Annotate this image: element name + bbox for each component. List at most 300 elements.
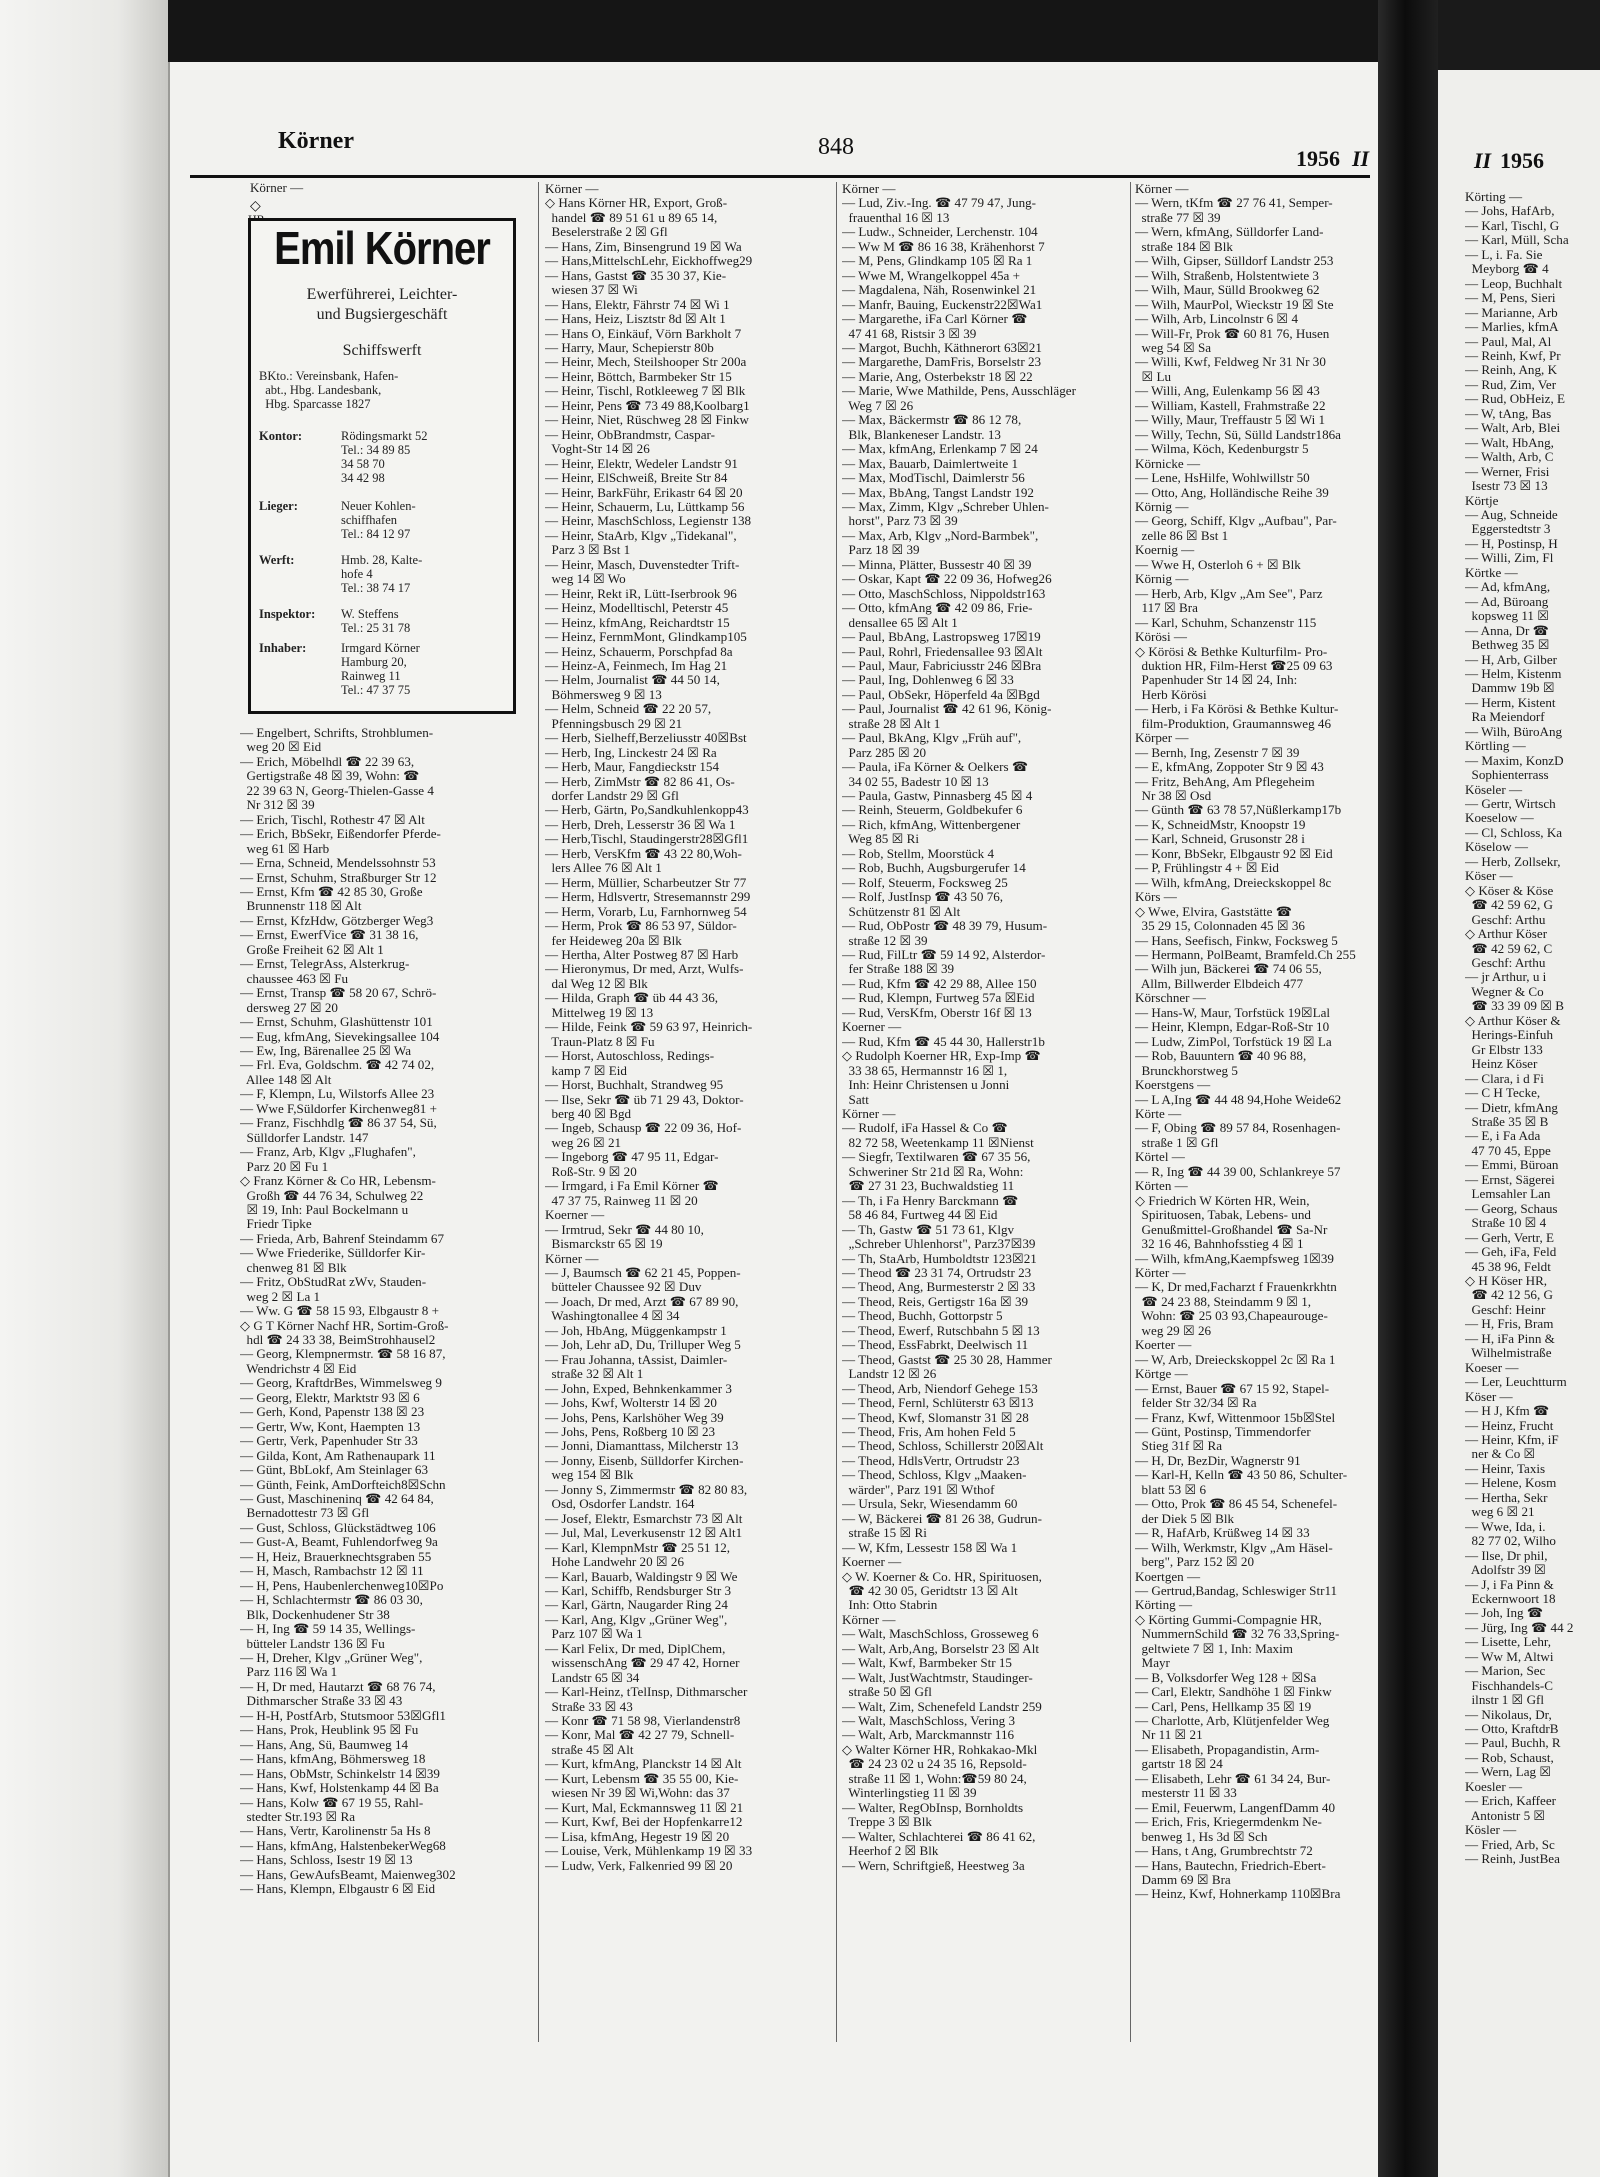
directory-entry-line: — Otto, KraftdrB (1465, 1721, 1559, 1737)
directory-entry-line: — Jonni, Diamanttass, Milcherstr 13 (545, 1438, 739, 1454)
directory-entry-line: Körner — (1135, 182, 1189, 196)
directory-entry-line: — Gerh, Kond, Papenstr 138 ☒ 23 (240, 1404, 425, 1420)
directory-entry-line: — Gertr, Wirtsch (1465, 796, 1556, 812)
directory-entry-line: — Kurt, kfmAng, Planckstr 14 ☒ Alt (545, 1756, 742, 1772)
directory-entry-line: densallee 65 ☒ Alt 1 (842, 614, 958, 630)
directory-entry-line: — Theod, Gastst ☎ 25 30 28, Hammer (842, 1351, 1052, 1367)
directory-entry-line: — Herm, Hdlsvertr, Stresemannstr 299 (545, 889, 751, 905)
directory-entry-line: — Rolf, JustInsp ☎ 43 50 76, (842, 889, 1004, 905)
directory-entry-line: — Gust-A, Beamt, Fuhlendorfweg 9a (240, 1534, 438, 1550)
directory-entry-line: — Georg, Schaus (1465, 1200, 1558, 1216)
directory-entry-line: — Willi, Zim, Fl (1465, 550, 1554, 566)
directory-entry-line: — Marlies, kfmA (1465, 319, 1559, 335)
directory-entry-line: horst", Parz 73 ☒ 39 (842, 513, 958, 529)
directory-entry-line: — Paul, ObSekr, Höperfeld 4a ☒Bgd (842, 686, 1040, 702)
directory-entry-line: — Gust, Schloss, Glückstädtweg 106 (240, 1519, 436, 1535)
directory-entry-line: zelle 86 ☒ Bst 1 (1135, 527, 1229, 543)
directory-entry-line: — Erich, Möbelhdl ☎ 22 39 63, (240, 753, 415, 769)
directory-entry-line: hdl ☎ 24 33 38, BeimStrohhausel2 (240, 1332, 436, 1348)
directory-entry-line: straße 11 ☒ 1, Wohn:☎59 80 24, (842, 1770, 1027, 1786)
directory-entry-line: 47 41 68, Ristsir 3 ☒ 39 (842, 325, 977, 341)
directory-entry-line: — Franz, Fischhdlg ☎ 86 37 54, Sü, (240, 1115, 437, 1131)
directory-entry-line: — Theod, Fris, Am hohen Feld 5 (842, 1423, 1016, 1439)
directory-entry-line: — Reinh, Kwf, Pr (1465, 347, 1561, 363)
directory-entry-line: — H, Postinsp, H (1465, 535, 1558, 551)
directory-entry-line: Nr 312 ☒ 39 (240, 797, 315, 813)
directory-entry-line: kopsweg 11 ☒ (1465, 608, 1549, 624)
directory-entry-line: — Rud, FilLtr ☎ 59 14 92, Alsterdor- (842, 947, 1046, 963)
directory-entry-line: — Marianne, Arb (1465, 304, 1558, 320)
directory-entry-line: — Walt, MaschSchloss, Grosseweg 6 (842, 1626, 1039, 1642)
header-name: Körner (278, 128, 354, 154)
directory-entry-line: — Konr, Mal ☎ 42 27 79, Schnell- (545, 1727, 735, 1743)
column-rule (836, 182, 837, 2042)
directory-entry-line: — Rud, Kfm ☎ 45 44 30, Hallerstr1b (842, 1033, 1045, 1049)
directory-entry-line: — Irmtrud, Sekr ☎ 44 80 10, (545, 1221, 704, 1237)
directory-entry-line: Köser — (1465, 1388, 1513, 1404)
directory-entry-line: — Heinr, Pens ☎ 73 49 88,Koolbarg1 (545, 397, 750, 413)
directory-entry-line: Koerner — (545, 1207, 605, 1223)
directory-entry-line: Wohn: ☎ 25 03 93,Chapeaurouge- (1135, 1308, 1328, 1324)
directory-entry-line: Körnicke — (1135, 455, 1201, 471)
directory-entry-line: — Max, Bäckermstr ☎ 86 12 78, (842, 412, 1022, 428)
directory-entry-line: — Günt, BbLokf, Am Steinlager 63 (240, 1462, 429, 1478)
directory-entry-line: Parz 116 ☒ Wa 1 (240, 1664, 338, 1680)
directory-entry-line: der Diek 5 ☒ Blk (1135, 1510, 1235, 1526)
directory-entry-line: — Ingeborg ☎ 47 95 11, Edgar- (545, 1149, 719, 1165)
directory-entry-line: — Paul, Mal, Al (1465, 333, 1552, 349)
directory-entry-line: — Ernst, Schuhm, Glashüttenstr 101 (240, 1014, 433, 1030)
directory-entry-line: 22 39 63 N, Georg-Thielen-Gasse 4 (240, 782, 434, 798)
directory-entry-line: NummernSchild ☎ 32 76 33,Spring- (1135, 1626, 1340, 1642)
directory-entry-line: weg 61 ☒ Harb (240, 840, 330, 856)
directory-entry-line: — Walt, Zim, Schenefeld Landstr 259 (842, 1698, 1042, 1714)
directory-entry-line: ☎ 42 30 05, Geridtstr 13 ☒ Alt (842, 1582, 1018, 1598)
directory-entry-line: Allm, Billwerder Elbdeich 477 (1135, 975, 1304, 991)
directory-entry-line: Landstr 65 ☒ 34 (545, 1669, 640, 1685)
directory-entry-line: — Ww M, Altwi (1465, 1648, 1554, 1664)
directory-entry-line: — Th, StaArb, Humboldtstr 123☒21 (842, 1250, 1037, 1266)
directory-entry-line: Ra Meiendorf (1465, 709, 1545, 725)
directory-entry-line: — Gertrud,Bandag, Schleswiger Str11 (1135, 1582, 1338, 1598)
directory-entry-line: Parz 18 ☒ 39 (842, 542, 920, 558)
directory-entry-line: — Anna, Dr ☎ (1465, 622, 1549, 638)
directory-entry-line: — Wilh, BüroAng (1465, 723, 1563, 739)
directory-entry-line: ◇ Friedrich W Körten HR, Wein, (1135, 1192, 1310, 1208)
directory-entry-line: — Max, Arb, Klgv „Nord-Barmbek", (842, 527, 1039, 543)
directory-entry-line: Eckernwoort 18 (1465, 1590, 1556, 1606)
directory-entry-line: Wegner & Co (1465, 983, 1544, 999)
directory-entry-line: — Hilda, Graph ☎ üb 44 43 36, (545, 990, 719, 1006)
directory-entry-line: — Herb, Ing, Linckestr 24 ☒ Ra (545, 744, 717, 760)
directory-entry-line: — Max, Bauarb, Daimlertweite 1 (842, 455, 1018, 471)
directory-entry-line: bütteler Chaussee 92 ☒ Duv (545, 1279, 702, 1295)
directory-entry-line: Koeser — (1465, 1359, 1519, 1375)
facing-header-year: 1956 (1500, 148, 1544, 173)
directory-entry-line: Koertgen — (1135, 1568, 1201, 1584)
directory-entry-line: — Josef, Elektr, Esmarchstr 73 ☒ Alt (545, 1510, 743, 1526)
header-year: 1956 (1296, 146, 1340, 171)
directory-entry-line: — Heinr, Niet, Rüschweg 28 ☒ Finkw (545, 412, 749, 428)
diamond-marker-icon: ◇ (250, 199, 261, 214)
directory-entry-line: weg 20 ☒ Eid (240, 739, 322, 755)
directory-entry-line: — Hans-W, Maur, Torfstück 19☒Lal (1135, 1004, 1331, 1020)
directory-entry-line: — Margarethe, iFa Carl Körner ☎ (842, 311, 1028, 327)
directory-entry-line: Heinz Köser (1465, 1056, 1538, 1072)
directory-entry-line: — Wern, Schriftgieß, Heestweg 3a (842, 1857, 1025, 1873)
directory-entry-line: — Joh, Lehr aD, Du, Trilluper Weg 5 (545, 1337, 741, 1353)
directory-entry-line: straße 77 ☒ 39 (1135, 209, 1221, 225)
directory-entry-line: — Jonny S, Zimmermstr ☎ 82 80 83, (545, 1481, 748, 1497)
directory-entry-line: Beselerstraße 2 ☒ Gfl (545, 224, 668, 240)
directory-entry-line: — Rob, Bauuntern ☎ 40 96 88, (1135, 1048, 1307, 1064)
directory-entry-line: Schützenstr 81 ☒ Alt (842, 903, 961, 919)
directory-entry-line: — L, i. Fa. Sie (1465, 246, 1543, 262)
directory-entry-line: Sülldorfer Landstr. 147 (240, 1129, 369, 1145)
ad-row-value: W. Steffens Tel.: 25 31 78 (341, 607, 411, 635)
directory-entry-line: ☒ Lu (1135, 368, 1172, 384)
directory-entry-line: Nr 38 ☒ Osd (1135, 788, 1212, 804)
directory-entry-line: — Heinz, Schauerm, Porschpfad 8a (545, 643, 733, 659)
directory-entry-line: Brunnenstr 118 ☒ Alt (240, 898, 362, 914)
directory-entry-line: — Wilh, Gipser, Sülldorf Landstr 253 (1135, 253, 1334, 269)
directory-entry-line: — Ad, Büroang (1465, 593, 1549, 609)
directory-entry-line: Papenhuder Str 14 ☒ 24, Inh: (1135, 672, 1298, 688)
directory-entry-line: felder Str 32/34 ☒ Ra (1135, 1395, 1257, 1411)
directory-entry-line: — Engelbert, Schrifts, Strohblumen- (240, 726, 434, 740)
directory-entry-line: — Herb, Zollsekr, (1465, 853, 1561, 869)
directory-entry-line: — Ernst, Sägerei (1465, 1171, 1555, 1187)
directory-entry-line: film-Produktion, Graumannsweg 46 (1135, 715, 1332, 731)
directory-entry-line: — Walt, Kwf, Barmbeker Str 15 (842, 1655, 1012, 1671)
directory-entry-line: — Ingeb, Schausp ☎ 22 09 36, Hof- (545, 1120, 742, 1136)
directory-entry-line: — Louise, Verk, Mühlenkamp 19 ☒ 33 (545, 1843, 753, 1859)
directory-entry-line: — Jul, Mal, Leverkusenstr 12 ☒ Alt1 (545, 1525, 743, 1541)
directory-entry-line: Mayr (1135, 1655, 1170, 1671)
directory-entry-line: Parz 20 ☒ Fu 1 (240, 1158, 329, 1174)
directory-entry-line: — Johs, Pens, Roßberg 10 ☒ 23 (545, 1423, 716, 1439)
directory-entry-line: — Karl, Tischl, G (1465, 217, 1560, 233)
directory-entry-line: — Theod, HdlsVertr, Ortrudstr 23 (842, 1452, 1020, 1468)
directory-entry-line: Koerner — (842, 1019, 902, 1035)
directory-entry-line: — Ursula, Sekr, Wiesendamm 60 (842, 1496, 1018, 1512)
header-rule (190, 175, 1370, 178)
directory-entry-line: — Karl-Heinz, tTelInsp, Dithmarscher (545, 1684, 748, 1700)
directory-entry-line: — Ad, kfmAng, (1465, 579, 1551, 595)
directory-entry-line: Kösler — (1465, 1822, 1517, 1838)
directory-entry-line: — Paul, Rohrl, Friedensallee 93 ☒Alt (842, 643, 1043, 659)
directory-entry-line: Körner — (545, 1250, 599, 1266)
directory-entry-line: — Otto, kfmAng ☎ 42 09 86, Frie- (842, 600, 1033, 616)
ad-row-key: Inhaber: (259, 641, 307, 655)
directory-entry-line: — Wilh jun, Bäckerei ☎ 74 06 55, (1135, 961, 1322, 977)
directory-entry-line: wissenschAng ☎ 29 47 42, Horner (545, 1655, 740, 1671)
directory-entry-line: — Helm, Journalist ☎ 44 50 14, (545, 672, 720, 688)
directory-entry-line: — Theod, Ang, Burmesterstr 2 ☒ 33 (842, 1279, 1036, 1295)
directory-entry-line: — Heinz, Kwf, Hohnerkamp 110☒Bra (1135, 1886, 1341, 1902)
directory-entry-line: — Paul, Journalist ☎ 42 61 96, König- (842, 701, 1052, 717)
directory-entry-line: — Magdalena, Näh, Rosenwinkel 21 (842, 282, 1037, 298)
directory-entry-line: — Karl, Gärtn, Naugarder Ring 24 (545, 1597, 728, 1613)
directory-entry-line: Schweriner Str 21d ☒ Ra, Wohn: (842, 1163, 1024, 1179)
directory-entry-line: — B, Volksdorfer Weg 128 + ☒Sa (1135, 1669, 1317, 1685)
directory-entry-line: Bethweg 35 ☒ (1465, 637, 1550, 653)
directory-entry-line: Körner — (842, 182, 896, 196)
directory-entry-line: — Herb, Arb, Klgv „Am See", Parz (1135, 585, 1323, 601)
directory-entry-line: — Erna, Schneid, Mendelssohnstr 53 (240, 855, 436, 871)
directory-entry-line: — Hans,MittelschLehr, Eickhoffweg29 (545, 253, 753, 269)
directory-entry-line: straße 1 ☒ Gfl (1135, 1134, 1219, 1150)
directory-entry-line: — Lisette, Lehr, (1465, 1634, 1552, 1650)
directory-entry-line: chenweg 81 ☒ Blk (240, 1259, 347, 1275)
directory-entry-line: — Ernst, TelegrAss, Alsterkrug- (240, 956, 410, 972)
directory-entry-line: ☒ 19, Inh: Paul Bockelmann u (240, 1201, 409, 1217)
ad-row-inspektor (259, 607, 509, 635)
directory-entry-line: — Hans, Prok, Heublink 95 ☒ Fu (240, 1722, 419, 1738)
directory-entry-line: — Hilde, Feink ☎ 59 63 97, Heinrich- (545, 1019, 753, 1035)
directory-entry-line: — Gust, Maschineninq ☎ 42 64 84, (240, 1491, 434, 1507)
directory-entry-line: — Wilh, MaurPol, Wieckstr 19 ☒ Ste (1135, 296, 1334, 312)
directory-entry-line: Heerhof 2 ☒ Blk (842, 1843, 939, 1859)
ad-row-key: Werft: (259, 553, 295, 567)
directory-entry-line: Stieg 31f ☒ Ra (1135, 1438, 1223, 1454)
directory-entry-line: — Elisabeth, Propagandistin, Arm- (1135, 1741, 1320, 1757)
directory-entry-line: — Wern, tKfm ☎ 27 76 41, Semper- (1135, 195, 1333, 211)
directory-entry-line: — Theod, Buchh, Gottorpstr 5 (842, 1308, 1003, 1324)
directory-entry-line: — Paul, Maur, Fabriciusstr 246 ☒Bra (842, 657, 1042, 673)
directory-entry-line: Körtje (1465, 492, 1499, 508)
directory-entry-line: — W, tAng, Bas (1465, 405, 1552, 421)
directory-entry-line: — Ludw, Verk, Falkenried 99 ☒ 20 (545, 1857, 733, 1873)
directory-entry-line: — Kurt, Kwf, Bei der Hopfenkarre12 (545, 1814, 743, 1830)
directory-entry-line: bütteler Landstr 136 ☒ Fu (240, 1635, 385, 1651)
directory-entry-line: Körschner — (1135, 990, 1206, 1006)
directory-entry-line: Gr Elbstr 133 (1465, 1041, 1543, 1057)
directory-entry-line: — Herb, i Fa Körösi & Bethke Kultur- (1135, 701, 1339, 717)
directory-entry-line: — Karl, Schuhm, Schanzenstr 115 (1135, 614, 1317, 630)
directory-entry-line: weg 6 ☒ 21 (1465, 1504, 1535, 1520)
directory-entry-line: — Walt, Arb, Blei (1465, 420, 1561, 436)
directory-entry-line: — Ernst, EwerfVice ☎ 31 38 16, (240, 927, 419, 943)
directory-entry-line: — Marie, Ang, Osterbekstr 18 ☒ 22 (842, 368, 1033, 384)
directory-entry-line: Köseler — (1465, 781, 1523, 797)
directory-entry-line: Köser — (1465, 868, 1513, 884)
ad-subtitle-2: Schiffswerft (342, 342, 422, 359)
directory-entry-line: — Rob, Stellm, Moorstück 4 (842, 845, 995, 861)
directory-entry-line: — Irmgard, i Fa Emil Körner ☎ (545, 1178, 719, 1194)
directory-entry-line: — Charlotte, Arb, Klütjenfelder Weg (1135, 1713, 1330, 1729)
directory-entry-line: ☎ 27 31 23, Buchwaldstieg 11 (842, 1178, 1015, 1194)
directory-entry-line: ◇ Körösi & Bethke Kulturfilm- Pro- (1135, 643, 1328, 659)
directory-entry-line: — J, Baumsch ☎ 62 21 45, Poppen- (545, 1264, 741, 1280)
directory-entry-line: — Hans, Schloss, Isestr 19 ☒ 13 (240, 1852, 413, 1868)
directory-entry-line: — H, Dr med, Hautarzt ☎ 68 76 74, (240, 1678, 436, 1694)
directory-entry-line: — Hieronymus, Dr med, Arzt, Wulfs- (545, 961, 744, 977)
directory-entry-line: Sophienterrass (1465, 767, 1549, 783)
directory-entry-line: — Willy, Maur, Treffaustr 5 ☒ Wi 1 (1135, 412, 1326, 428)
directory-entry-line: — Heinr, Taxis (1465, 1460, 1546, 1476)
directory-entry-line: wärder", Parz 191 ☒ Wthof (842, 1481, 995, 1497)
directory-entry-line: 35 29 15, Colonnaden 45 ☒ 36 (1135, 918, 1305, 934)
header-volume: II (1352, 146, 1370, 171)
directory-entry-line: — Hans, Gastst ☎ 35 30 37, Kie- (545, 267, 727, 283)
directory-entry-line: ◇ Wwe, Elvira, Gaststätte ☎ (1135, 903, 1293, 919)
directory-entry-line: — Walt, MaschSchloss, Vering 3 (842, 1713, 1016, 1729)
directory-entry-line: Körnig — (1135, 498, 1189, 514)
directory-entry-line: Weg 85 ☒ Ri (842, 831, 920, 847)
directory-entry-line: — Gertr, Verk, Papenhuder Str 33 (240, 1433, 418, 1449)
directory-entry-line: — Erich, Kaffeer (1465, 1793, 1557, 1809)
directory-entry-line: Dammw 19b ☒ (1465, 680, 1555, 696)
directory-entry-line: — Frieda, Arb, Bahrenf Steindamm 67 (240, 1230, 445, 1246)
directory-entry-line: — Rud, ObPostr ☎ 48 39 79, Husum- (842, 918, 1048, 934)
directory-entry-line: — Paula, iFa Körner & Oelkers ☎ (842, 759, 1029, 775)
directory-entry-line: — Walt, HbAng, (1465, 434, 1554, 450)
directory-entry-line: Hohe Landwehr 20 ☒ 26 (545, 1554, 685, 1570)
ad-bank: BKto.: Vereinsbank, Hafen- abt., Hbg. Landesbank, Hbg. Sparcasse 1827 (259, 369, 399, 411)
directory-entry-line: Blk, Blankeneser Landstr. 13 (842, 426, 1001, 442)
directory-entry-line: — Max, ModTischl, Daimlerstr 56 (842, 470, 1025, 486)
directory-entry-line: benweg 1, Hs 3d ☒ Sch (1135, 1828, 1268, 1844)
directory-entry-line: Spirituosen, Tabak, Lebens- und (1135, 1207, 1311, 1223)
directory-entry-line: ☎ 42 12 56, G (1465, 1287, 1553, 1303)
directory-entry-line: Isestr 73 ☒ 13 (1465, 478, 1548, 494)
directory-entry-line: — Heinz, FernmMont, Glindkamp105 (545, 629, 747, 645)
directory-entry-line: — Theod, EssFabrkt, Deelwisch 11 (842, 1337, 1029, 1353)
directory-entry-line: — Carl, Elektr, Sandhöhe 1 ☒ Finkw (1135, 1684, 1332, 1700)
directory-entry-line: — Theod, Kwf, Slomanstr 31 ☒ 28 (842, 1409, 1029, 1425)
directory-entry-line: — Horst, Buchhalt, Strandweg 95 (545, 1077, 724, 1093)
directory-entry-line: Bernadottestr 73 ☒ Gfl (240, 1505, 370, 1521)
directory-entry-line: — Ernst, Kfm ☎ 42 85 30, Große (240, 883, 423, 899)
directory-entry-line: Satt (842, 1091, 869, 1107)
directory-entry-line: — Wilh, kfmAng,Kaempfsweg 1☒39 (1135, 1250, 1334, 1266)
directory-entry-line: — H J, Kfm ☎ (1465, 1403, 1550, 1419)
directory-entry-line: — H, Arb, Gilber (1465, 651, 1558, 667)
directory-entry-line: — H, iFa Pinn & (1465, 1330, 1555, 1346)
column-rule (538, 182, 539, 2042)
directory-entry-line: — Ernst, Schuhm, Straßburger Str 12 (240, 869, 437, 885)
directory-entry-line: dorfer Landstr 29 ☒ Gfl (545, 788, 679, 804)
directory-entry-line: — Rob, Buchh, Augsburgerufer 14 (842, 860, 1026, 876)
directory-entry-line: weg 54 ☒ Sa (1135, 339, 1212, 355)
directory-entry-line: stedter Str.193 ☒ Ra (240, 1808, 356, 1824)
directory-entry-line: — Joach, Dr med, Arzt ☎ 67 89 90, (545, 1293, 739, 1309)
directory-entry-line: — Th, Gastw ☎ 51 73 61, Klgv (842, 1221, 1015, 1237)
directory-entry-line: Koesler — (1465, 1778, 1523, 1794)
directory-entry-line: — Ww. G ☎ 58 15 93, Elbgaustr 8 + (240, 1303, 439, 1319)
ad-row-key: Lieger: (259, 499, 298, 513)
directory-entry-line: straße 28 ☒ Alt 1 (842, 715, 941, 731)
directory-entry-line: — Ludw, ZimPol, Torfstück 19 ☒ La (1135, 1033, 1332, 1049)
directory-entry-line: ◇ Rudolph Koerner HR, Exp-Imp ☎ (842, 1048, 1041, 1064)
directory-entry-line: — Th, i Fa Henry Barckmann ☎ (842, 1192, 1019, 1208)
directory-entry-line: — Günt, Postinsp, Timmendorfer (1135, 1423, 1311, 1439)
directory-entry-line: — Siegfr, Textilwaren ☎ 67 35 56, (842, 1149, 1031, 1165)
directory-entry-line: Körnig — (1135, 571, 1189, 587)
directory-entry-line: Körtke — (1465, 564, 1518, 580)
directory-entry-line: — Emmi, Büroan (1465, 1157, 1559, 1173)
directory-entry-line: ◇ Hans Körner HR, Export, Groß- (545, 195, 728, 211)
directory-entry-line: — Ilse, Sekr ☎ üb 71 29 43, Doktor- (545, 1091, 744, 1107)
directory-entry-line: ◇ Arthur Köser & (1465, 1012, 1561, 1028)
directory-entry-line: — Frau Johanna, tAssist, Daimler- (545, 1351, 728, 1367)
directory-entry-line: — Heinr, Schauerm, Lu, Lüttkamp 56 (545, 498, 745, 514)
directory-entry-line: Koerstgens — (1135, 1077, 1211, 1093)
directory-entry-line: — Karl, Müll, Scha (1465, 232, 1569, 248)
directory-entry-line: 82 77 02, Wilho (1465, 1533, 1556, 1549)
directory-entry-line: — Hans, Zim, Binsengrund 19 ☒ Wa (545, 238, 742, 254)
directory-entry-line: Koeselow — (1465, 810, 1534, 826)
directory-entry-line: — Heinr, Böttch, Barmbeker Str 15 (545, 368, 732, 384)
directory-entry-line: — Heinr, MaschSchloss, Legienstr 138 (545, 513, 752, 529)
directory-entry-line: — Günth, Feink, AmDorfteich8☒Schn (240, 1476, 446, 1492)
directory-entry-line: — Johs, Pens, Karlshöher Weg 39 (545, 1409, 724, 1425)
directory-entry-line: — Marie, Wwe Mathilde, Pens, Ausschläger (842, 383, 1076, 399)
directory-entry-line: straße 12 ☒ 39 (842, 932, 928, 948)
directory-entry-line: lers Allee 76 ☒ Alt 1 (545, 860, 662, 876)
directory-entry-line: — Heinz-A, Feinmech, Im Hag 21 (545, 657, 728, 673)
directory-entry-line: — Rud, Klempn, Furtweg 57a ☒Eid (842, 990, 1035, 1006)
directory-entry-line: — H, Heiz, Brauerknechtsgraben 55 (240, 1548, 432, 1564)
directory-entry-line: 33 38 65, Hermannstr 16 ☒ 1, (842, 1062, 1008, 1078)
directory-entry-line: — Harry, Maur, Schepierstr 80b (545, 339, 714, 355)
directory-entry-line: — Herb, Gärtn, Po,Sandkuhlenkopp43 (545, 802, 749, 818)
directory-column-2 (545, 182, 835, 1873)
directory-entry-line: — Helm, Schneid ☎ 22 20 57, (545, 701, 712, 717)
directory-entry-line: — Will-Fr, Prok ☎ 60 81 76, Husen (1135, 325, 1330, 341)
directory-entry-line: — Heinr, Kfm, iF (1465, 1431, 1559, 1447)
directory-entry-line: — Hertha, Sekr (1465, 1489, 1548, 1505)
directory-entry-line: — Jürg, Ing ☎ 44 2 (1465, 1619, 1574, 1635)
directory-entry-line: — R, Ing ☎ 44 39 00, Schlankreye 57 (1135, 1163, 1341, 1179)
directory-entry-line: weg 29 ☒ 26 (1135, 1322, 1212, 1338)
directory-entry-line: — Clara, i d Fi (1465, 1070, 1544, 1086)
directory-entry-line: — Theod, Arb, Niendorf Gehege 153 (842, 1380, 1038, 1396)
directory-entry-line: Körösi — (1135, 629, 1188, 645)
directory-entry-line: — Walt, Arb,Ang, Borselstr 23 ☒ Alt (842, 1640, 1040, 1656)
directory-entry-line: frauenthal 16 ☒ 13 (842, 209, 950, 225)
directory-entry-line: Washingtonallee 4 ☒ 34 (545, 1308, 680, 1324)
directory-entry-line: ◇ Franz Körner & Co HR, Lebensm- (240, 1173, 436, 1189)
directory-entry-line: — Minna, Plätter, Bussestr 40 ☒ 39 (842, 556, 1032, 572)
directory-entry-line: — Karl, KlempnMstr ☎ 25 51 12, (545, 1539, 731, 1555)
directory-entry-line: — Heinr, BarkFühr, Erikastr 64 ☒ 20 (545, 484, 743, 500)
directory-entry-line: 47 37 75, Rainweg 11 ☒ 20 (545, 1192, 698, 1208)
directory-entry-line: — Wilh, Arb, Lincolnstr 6 ☒ 4 (1135, 311, 1298, 327)
directory-entry-line: Große Freiheit 62 ☒ Alt 1 (240, 941, 384, 957)
facing-header-volume: II (1474, 148, 1492, 173)
directory-entry-line: — Rud, Zim, Ver (1465, 376, 1557, 392)
directory-entry-line: Eggerstedtstr 3 (1465, 521, 1551, 537)
directory-entry-line: — Johs, Kwf, Wolterstr 14 ☒ 20 (545, 1395, 717, 1411)
directory-entry-line: — Heinr, StaArb, Klgv „Tidekanal", (545, 527, 737, 543)
directory-entry-line: — Rob, Schaust, (1465, 1749, 1554, 1765)
directory-entry-line: — Karl, Bauarb, Waldingstr 9 ☒ We (545, 1568, 738, 1584)
directory-entry-line: Landstr 12 ☒ 26 (842, 1366, 937, 1382)
directory-entry-line: Körter — (1135, 1264, 1186, 1280)
directory-entry-line: — Wwe M, Wrangelkoppel 45a + (842, 267, 1021, 283)
directory-entry-line: Lemsahler Lan (1465, 1186, 1551, 1202)
directory-entry-line: — H, Dr, BezDir, Wagnerstr 91 (1135, 1452, 1301, 1468)
directory-entry-line: Köselow — (1465, 839, 1528, 855)
directory-entry-line: Straße 10 ☒ 4 (1465, 1215, 1547, 1231)
directory-entry-line: — Dietr, kfmAng (1465, 1099, 1558, 1115)
directory-entry-line: ◇ Körting Gummi-Compagnie HR, (1135, 1611, 1322, 1627)
directory-entry-line: — Kurt, Lebensm ☎ 35 55 00, Kie- (545, 1770, 739, 1786)
directory-entry-line: wiesen 37 ☒ Wi (545, 282, 638, 298)
directory-entry-line: — P, Frühlingstr 4 + ☒ Eid (1135, 860, 1279, 876)
